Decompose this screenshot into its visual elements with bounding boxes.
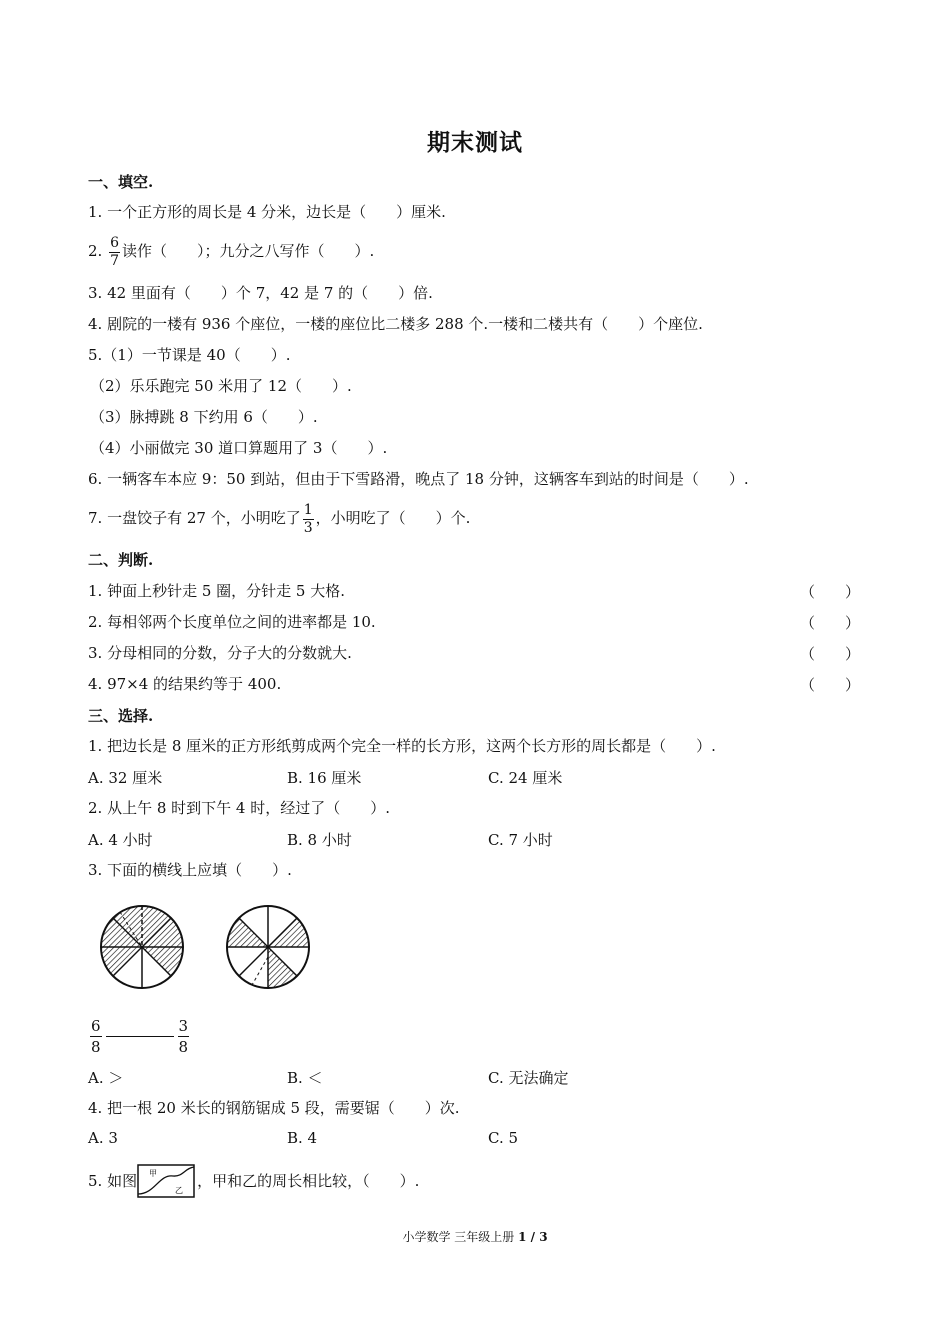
fraction-six-eighths xyxy=(90,1016,102,1057)
q1-option-c: C. 24 厘米 xyxy=(488,769,563,787)
q3-option-c: C. 无法确定 xyxy=(488,1069,569,1087)
circle-six-eighths xyxy=(101,906,183,988)
fill-question-2 xyxy=(88,232,374,270)
q5-text: ，甲和乙的周长相比较，（ ）. xyxy=(197,1172,420,1190)
rectangle-curve-figure xyxy=(137,1164,197,1200)
page-number: 1 / 3 xyxy=(518,1230,548,1244)
q3-option-b: B. ＜ xyxy=(287,1069,323,1087)
fill-question-5-3: （3）脉搏跳 8 下约用 6（ ）. xyxy=(90,408,318,426)
q1-option-b: B. 16 厘米 xyxy=(287,769,362,787)
judge-answer-4: （ ） xyxy=(800,676,861,694)
page-title: 期末测试 xyxy=(427,129,523,156)
judge-item-2: 2. 每相邻两个长度单位之间的进率都是 10. xyxy=(88,613,376,631)
section-2-heading: 二、判断. xyxy=(88,551,154,569)
fill-question-5-4: （4）小丽做完 30 道口算题用了 3（ ）. xyxy=(90,439,388,457)
answer-blank-line xyxy=(106,1036,174,1037)
q2-option-c: C. 7 小时 xyxy=(488,831,553,849)
fraction-six-sevenths xyxy=(109,235,120,270)
section-1-heading: 一、填空. xyxy=(88,173,154,191)
fraction-denominator: 7 xyxy=(110,252,120,269)
q5-prefix: 5. 如图 xyxy=(88,1172,138,1190)
q3-option-a: A. ＞ xyxy=(88,1069,124,1087)
fill-question-3: 3. 42 里面有（ ）个 7，42 是 7 的（ ）倍. xyxy=(88,284,433,302)
fraction-denominator: 8 xyxy=(178,1038,189,1056)
fraction-denominator: 8 xyxy=(91,1038,101,1056)
judge-answer-1: （ ） xyxy=(800,583,861,601)
circle-three-eighths xyxy=(227,906,309,988)
q1-option-a: A. 32 厘米 xyxy=(88,769,163,787)
choice-question-2: 2. 从上午 8 时到下午 4 时，经过了（ ）. xyxy=(88,799,391,817)
fill-question-4: 4. 剧院的一楼有 936 个座位，一楼的座位比二楼多 288 个.一楼和二楼共有（ ）个座位. xyxy=(88,315,703,333)
q4-option-b: B. 4 xyxy=(287,1129,318,1147)
fill-question-7 xyxy=(88,499,470,537)
fill-question-6: 6. 一辆客车本应 9：50 到站，但由于下雪路滑，晚点了 18 分钟，这辆客车到站的时间是（ ）. xyxy=(88,470,749,488)
q4-option-a: A. 3 xyxy=(88,1129,118,1147)
q2-option-a: A. 4 小时 xyxy=(88,831,153,849)
section-3-heading: 三、选择. xyxy=(88,707,154,725)
figure-label-yi: 乙 xyxy=(175,1186,184,1195)
fill-question-1: 1. 一个正方形的周长是 4 分米，边长是（ ）厘米. xyxy=(88,203,446,221)
page-footer xyxy=(0,1228,950,1245)
fraction-circles-figure xyxy=(96,902,316,992)
choice-question-4: 4. 把一根 20 米长的钢筋锯成 5 段，需要锯（ ）次. xyxy=(88,1099,460,1117)
q2-option-b: B. 8 小时 xyxy=(287,831,352,849)
fraction-denominator: 3 xyxy=(303,519,313,536)
q4-option-c: C. 5 xyxy=(488,1129,519,1147)
judge-answer-2: （ ） xyxy=(800,614,861,632)
judge-item-1: 1. 钟面上秒针走 5 圈，分针走 5 大格. xyxy=(88,582,346,600)
choice-question-1: 1. 把边长是 8 厘米的正方形纸剪成两个完全一样的长方形，这两个长方形的周长都是（ ）. xyxy=(88,737,716,755)
fill-question-5: 5.（1）一节课是 40（ ）. xyxy=(88,346,291,364)
fraction-numerator: 6 xyxy=(110,234,120,251)
fraction-three-eighths xyxy=(178,1016,190,1057)
judge-answer-3: （ ） xyxy=(800,645,861,663)
figure-label-jia: 甲 xyxy=(149,1169,158,1178)
fraction-numerator: 1 xyxy=(303,501,313,518)
choice-question-3: 3. 下面的横线上应填（ ）. xyxy=(88,861,292,879)
judge-item-3: 3. 分母相同的分数，分子大的分数就大. xyxy=(88,644,352,662)
q7-text: ，小明吃了（ ）个. xyxy=(315,509,471,527)
fraction-numerator: 3 xyxy=(178,1017,189,1035)
fraction-numerator: 6 xyxy=(91,1017,101,1035)
q2-text: 读作（ ）；九分之八写作（ ）. xyxy=(122,242,375,260)
fraction-comparison xyxy=(88,1016,191,1057)
footer-text: 小学数学 三年级上册 xyxy=(402,1230,515,1244)
fraction-one-third xyxy=(303,502,314,537)
q2-prefix: 2. xyxy=(88,242,103,260)
fill-question-5-2: （2）乐乐跑完 50 米用了 12（ ）. xyxy=(90,377,352,395)
q7-prefix: 7. 一盘饺子有 27 个，小明吃了 xyxy=(88,509,301,527)
judge-item-4: 4. 97×4 的结果约等于 400. xyxy=(88,675,282,693)
choice-question-5 xyxy=(88,1162,419,1200)
